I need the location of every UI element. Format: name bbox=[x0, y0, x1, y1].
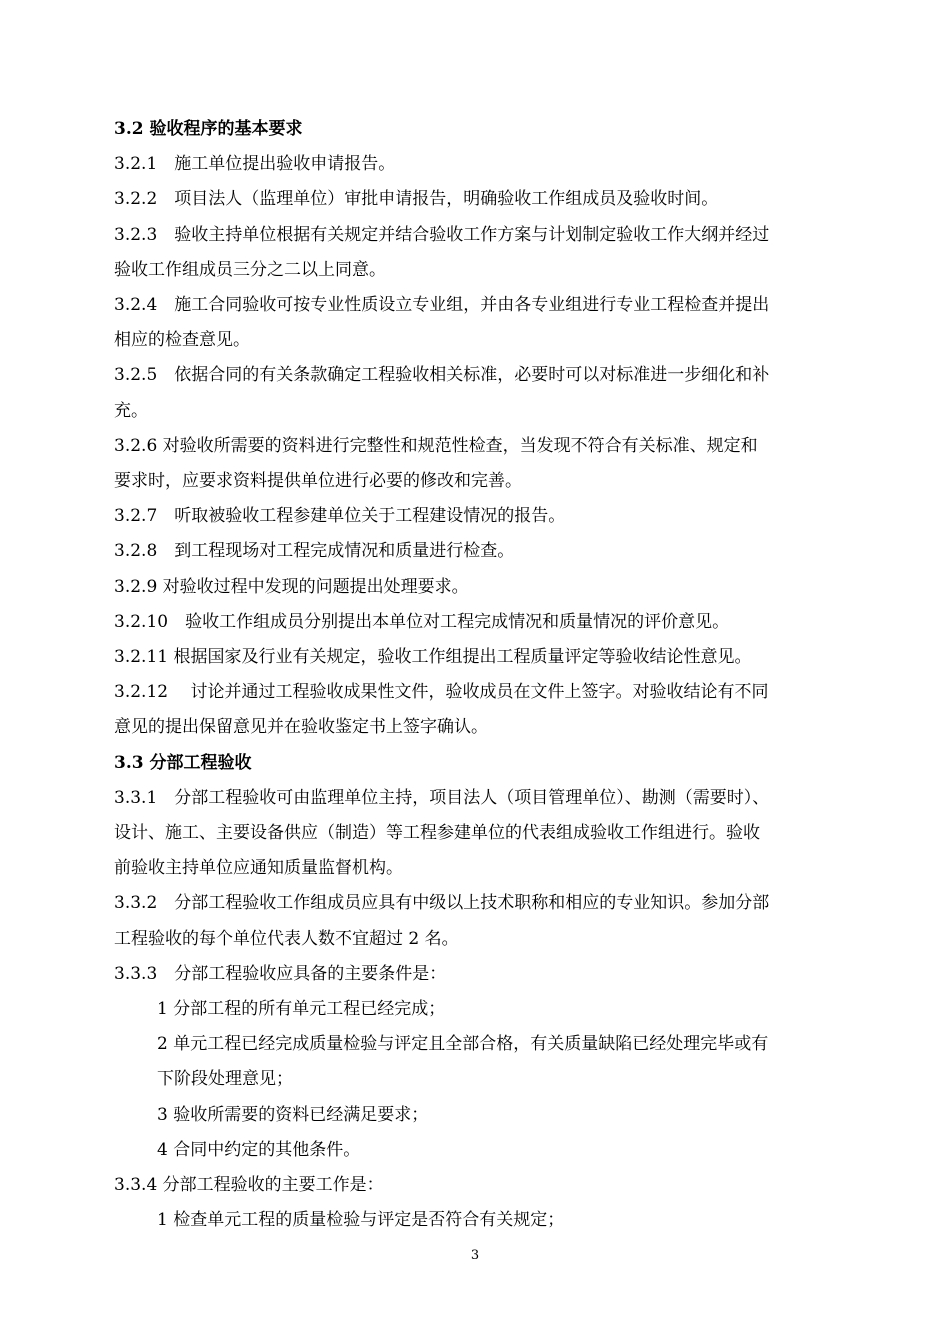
paragraph-line: 验收工作组成员三分之二以上同意。 bbox=[114, 259, 386, 280]
paragraph-line: 前验收主持单位应通知质量监督机构。 bbox=[114, 858, 403, 879]
paragraph-line: 充。 bbox=[114, 400, 148, 421]
paragraph-line: 3.2.4 施工合同验收可按专业性质设立专业组，并由各专业组进行专业工程检查并提出 bbox=[114, 295, 770, 316]
paragraph-line: 3.3.4 分部工程验收的主要工作是： bbox=[114, 1175, 384, 1196]
paragraph-line: 3.2.11 根据国家及行业有关规定，验收工作组提出工程质量评定等验收结论性意见。 bbox=[114, 647, 752, 668]
paragraph-line: 3.2.8 到工程现场对工程完成情况和质量进行检查。 bbox=[114, 541, 515, 562]
condition-item: 2 单元工程已经完成质量检验与评定且全部合格，有关质量缺陷已经处理完毕或有 bbox=[157, 1034, 769, 1055]
paragraph-line: 设计、施工、主要设备供应（制造）等工程参建单位的代表组成验收工作组进行。验收 bbox=[114, 823, 760, 844]
document-body bbox=[114, 112, 850, 1239]
paragraph-line: 3.2.9 对验收过程中发现的问题提出处理要求。 bbox=[114, 576, 469, 597]
paragraph-line: 3.2.2 项目法人（监理单位）审批申请报告，明确验收工作组成员及验收时间。 bbox=[114, 189, 719, 210]
paragraph-line: 3.3.3 分部工程验收应具备的主要条件是： bbox=[114, 963, 447, 984]
paragraph-line: 3.2.6 对验收所需要的资料进行完整性和规范性检查，当发现不符合有关标准、规定和 bbox=[114, 435, 758, 456]
condition-item: 4 合同中约定的其他条件。 bbox=[157, 1139, 361, 1160]
paragraph-line: 意见的提出保留意见并在验收鉴定书上签字确认。 bbox=[114, 717, 488, 738]
paragraph-line: 要求时，应要求资料提供单位进行必要的修改和完善。 bbox=[114, 471, 522, 492]
section-heading-3-2: 3.2 验收程序的基本要求 bbox=[114, 119, 303, 139]
paragraph-line: 相应的检查意见。 bbox=[114, 330, 250, 351]
page-number: 3 bbox=[470, 1248, 480, 1263]
section-heading-3-3: 3.3 分部工程验收 bbox=[114, 752, 252, 773]
condition-item: 下阶段处理意见； bbox=[157, 1069, 293, 1090]
paragraph-line: 3.2.10 验收工作组成员分别提出本单位对工程完成情况和质量情况的评价意见。 bbox=[114, 611, 730, 632]
paragraph-line: 3.2.7 听取被验收工程参建单位关于工程建设情况的报告。 bbox=[114, 506, 566, 527]
paragraph-line: 3.3.2 分部工程验收工作组成员应具有中级以上技术职称和相应的专业知识。参加分部 bbox=[114, 893, 770, 914]
paragraph-line: 3.2.12 讨论并通过工程验收成果性文件，验收成员在文件上签字。对验收结论有不同 bbox=[114, 682, 769, 703]
paragraph-line: 3.2.5 依据合同的有关条款确定工程验收相关标准，必要时可以对标准进一步细化和补 bbox=[114, 365, 770, 386]
paragraph-line: 3.3.1 分部工程验收可由监理单位主持，项目法人（项目管理单位）、勘测（需要时）、 bbox=[114, 787, 770, 808]
paragraph-line: 3.2.3 验收主持单位根据有关规定并结合验收工作方案与计划制定验收工作大纲并经过 bbox=[114, 224, 770, 245]
paragraph-line: 3.2.1 施工单位提出验收申请报告。 bbox=[114, 154, 396, 175]
paragraph-line: 工程验收的每个单位代表人数不宜超过 2 名。 bbox=[114, 928, 459, 949]
condition-item: 1 分部工程的所有单元工程已经完成； bbox=[157, 999, 446, 1020]
condition-item: 3 验收所需要的资料已经满足要求； bbox=[157, 1104, 429, 1125]
work-item: 1 检查单元工程的质量检验与评定是否符合有关规定； bbox=[157, 1210, 565, 1231]
